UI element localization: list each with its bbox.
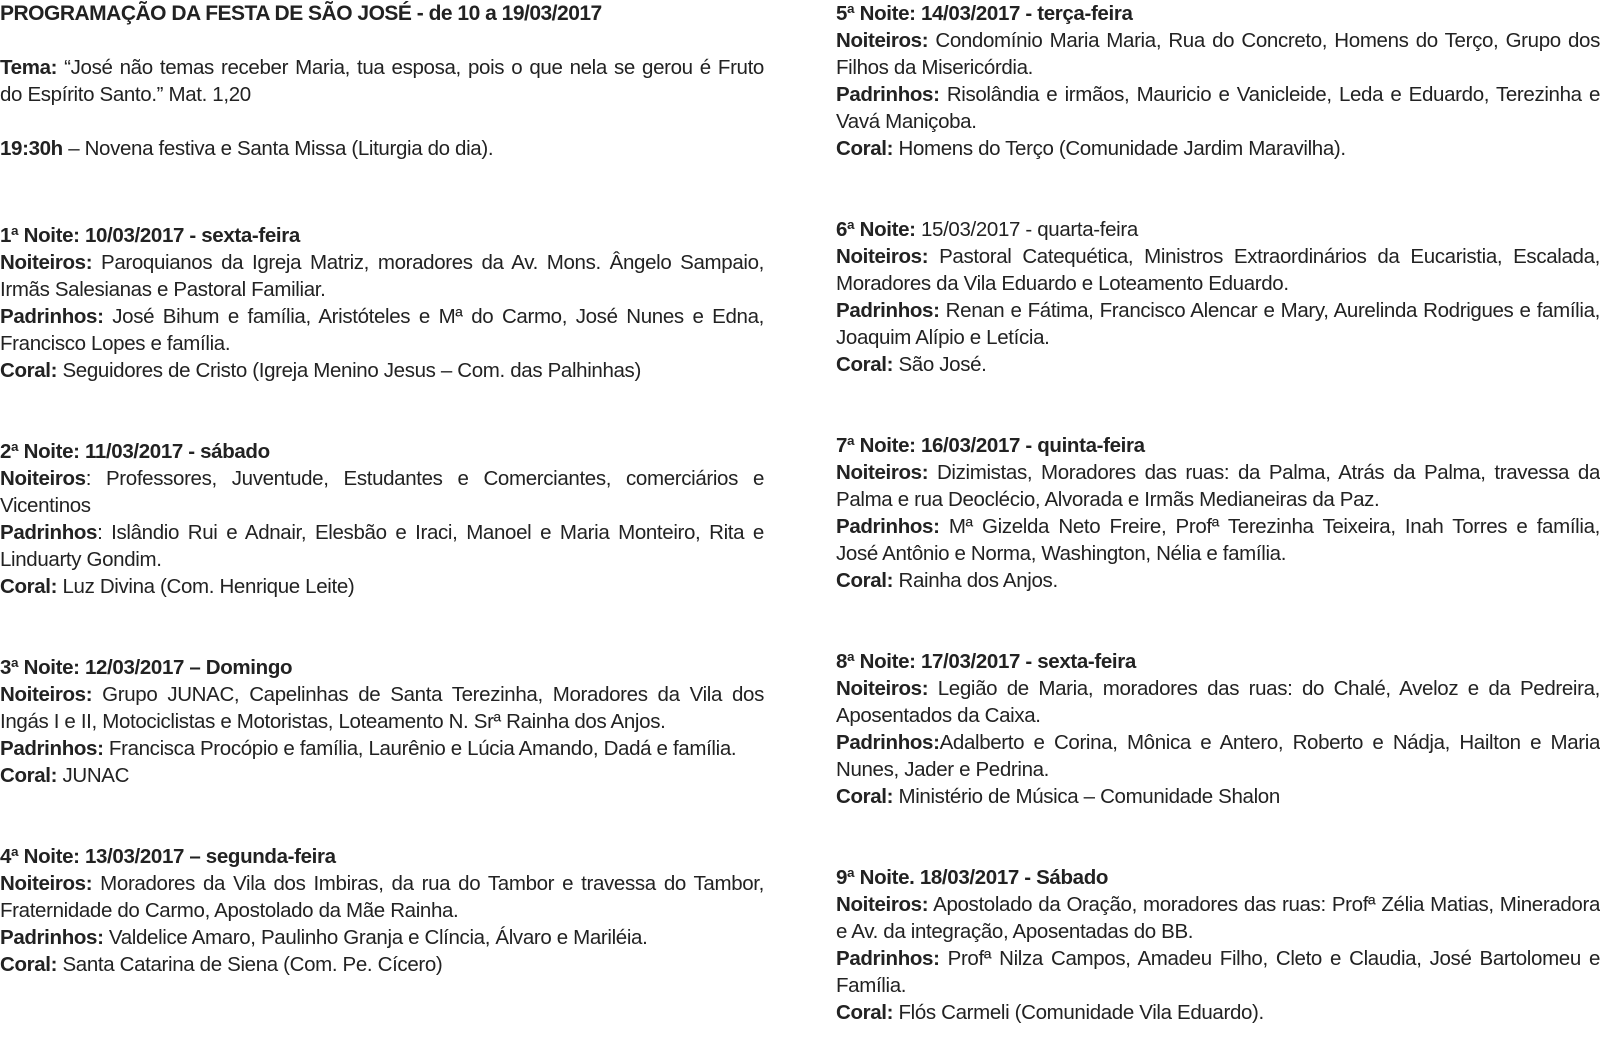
night-noiteiros xyxy=(0,681,764,735)
night-noiteiros xyxy=(836,27,1600,81)
noiteiros-text: Condomínio Maria Maria, Rua do Concreto, Homens do Terço, Grupo dos Filhos da Misericórdia. xyxy=(836,29,1600,79)
night-heading: 9ª Noite. 18/03/2017 - Sábado xyxy=(836,866,1109,889)
coral-label: Coral: xyxy=(836,569,894,592)
page-title: PROGRAMAÇÃO DA FESTA DE SÃO JOSÉ - de 10 a 19/03/2017 xyxy=(0,2,602,25)
night-heading: 1ª Noite: 10/03/2017 - sexta-feira xyxy=(0,224,300,247)
night-heading: 2ª Noite: 11/03/2017 - sábado xyxy=(0,440,270,463)
noiteiros-label: Noiteiros: xyxy=(836,893,929,916)
night-padrinhos xyxy=(0,303,764,357)
night-padrinhos: Padrinhos: Islândio Rui e Adnair, Elesbão e Iraci, Manoel e Maria Monteiro, Rita e Linduarty Gondim. xyxy=(0,521,764,571)
schedule-text: – Novena festiva e Santa Missa (Liturgia do dia). xyxy=(62,137,494,160)
coral-label: Coral: xyxy=(836,137,894,160)
night-3 xyxy=(0,654,764,789)
noiteiros-label: Noiteiros: xyxy=(836,245,929,268)
noiteiros-text: : Professores, Juventude, Estudantes e Comerciantes, comerciários e Vicentinos xyxy=(0,467,764,517)
noiteiros-text: Grupo JUNAC, Capelinhas de Santa Terezinha, Moradores da Vila dos Ingás I e II, Motociclistas e Motoristas, Loteamento N. Srª Rainha dos Anjos. xyxy=(0,683,764,733)
padrinhos-text: Adalberto e Corina, Mônica e Antero, Roberto e Nádja, Hailton e Maria Nunes, Jader e Pedrina. xyxy=(836,731,1600,781)
noiteiros-text: Apostolado da Oração, moradores das ruas: Profª Zélia Matias, Mineradora e Av. da integração, Aposentadas do BB. xyxy=(836,893,1600,943)
noiteiros-text: Moradores da Vila dos Imbiras, da rua do Tambor e travessa do Tambor, Fraternidade do Carmo, Apostolado da Mãe Rainha. xyxy=(0,872,764,922)
night-noiteiros xyxy=(836,891,1600,945)
theme xyxy=(0,54,764,108)
night-coral xyxy=(836,999,1600,1026)
night-noiteiros xyxy=(836,243,1600,297)
night-9 xyxy=(836,864,1600,1026)
coral-text: Ministério de Música – Comunidade Shalon xyxy=(893,785,1280,808)
padrinhos-text: : Islândio Rui e Adnair, Elesbão e Iraci, Manoel e Maria Monteiro, Rita e Linduarty Gondim. xyxy=(0,521,764,571)
noiteiros-text: Pastoral Catequética, Ministros Extraordinários da Eucaristia, Escalada, Moradores da Vila Eduardo e Loteamento Eduardo. xyxy=(836,245,1600,295)
night-noiteiros xyxy=(836,459,1600,513)
noiteiros-label: Noiteiros: xyxy=(836,29,929,52)
night-heading: 7ª Noite: 16/03/2017 - quinta-feira xyxy=(836,434,1145,457)
coral-text: JUNAC xyxy=(57,764,130,787)
coral-text: Rainha dos Anjos. xyxy=(893,569,1058,592)
noiteiros-label: Noiteiros: xyxy=(836,677,929,700)
coral-label: Coral: xyxy=(836,785,894,808)
padrinhos-label: Padrinhos: xyxy=(836,299,940,322)
night-1 xyxy=(0,222,764,384)
padrinhos-text: Renan e Fátima, Francisco Alencar e Mary, Aurelinda Rodrigues e família, Joaquim Alípio e Letícia. xyxy=(836,299,1600,349)
theme-label: Tema: xyxy=(0,56,58,79)
padrinhos-label: Padrinhos: xyxy=(836,947,940,970)
night-heading-bold: 6ª Noite: xyxy=(836,218,916,241)
padrinhos-label: Padrinhos: xyxy=(836,515,940,538)
night-padrinhos xyxy=(836,297,1600,351)
left-column xyxy=(0,0,764,978)
night-heading xyxy=(836,216,1600,243)
night-noiteiros: Noiteiros: Professores, Juventude, Estudantes e Comerciantes, comerciários e Vicentinos xyxy=(0,467,764,517)
night-heading-rest: 15/03/2017 - quarta-feira xyxy=(915,218,1138,241)
night-heading: 8ª Noite: 17/03/2017 - sexta-feira xyxy=(836,650,1136,673)
coral-label: Coral: xyxy=(0,764,58,787)
padrinhos-label: Padrinhos: xyxy=(836,83,940,106)
padrinhos-label: Padrinhos: xyxy=(0,305,104,328)
coral-text: Flós Carmeli (Comunidade Vila Eduardo). xyxy=(893,1001,1264,1024)
padrinhos-text: Risolândia e irmãos, Mauricio e Vanicleide, Leda e Eduardo, Terezinha e Vavá Maniçoba. xyxy=(836,83,1600,133)
night-coral xyxy=(836,135,1600,162)
padrinhos-label: Padrinhos: xyxy=(836,731,940,754)
night-padrinhos xyxy=(836,729,1600,783)
night-8 xyxy=(836,648,1600,810)
night-noiteiros xyxy=(836,675,1600,729)
padrinhos-text: José Bihum e família, Aristóteles e Mª do Carmo, José Nunes e Edna, Francisco Lopes e família. xyxy=(0,305,764,355)
night-6 xyxy=(836,216,1600,378)
noiteiros-label: Noiteiros: xyxy=(0,251,93,274)
coral-label: Coral: xyxy=(0,359,58,382)
night-heading: 5ª Noite: 14/03/2017 - terça-feira xyxy=(836,2,1133,25)
right-column xyxy=(836,0,1600,1026)
coral-label: Coral: xyxy=(836,353,894,376)
padrinhos-label: Padrinhos: xyxy=(0,737,104,760)
schedule-time: 19:30h xyxy=(0,137,63,160)
noiteiros-text: Paroquianos da Igreja Matriz, moradores da Av. Mons. Ângelo Sampaio, Irmãs Salesianas e Pastoral Familiar. xyxy=(0,251,764,301)
night-coral xyxy=(836,567,1600,594)
padrinhos-label: Padrinhos: xyxy=(0,926,104,949)
coral-text: Seguidores de Cristo (Igreja Menino Jesus – Com. das Palhinhas) xyxy=(57,359,641,382)
coral-text: Luz Divina (Com. Henrique Leite) xyxy=(57,575,355,598)
night-noiteiros xyxy=(0,249,764,303)
night-coral xyxy=(0,573,764,600)
coral-text: São José. xyxy=(893,353,987,376)
night-padrinhos xyxy=(0,735,764,762)
night-coral xyxy=(836,783,1600,810)
night-coral xyxy=(0,951,764,978)
coral-label: Coral: xyxy=(836,1001,894,1024)
padrinhos-text: Mª Gizelda Neto Freire, Profª Terezinha Teixeira, Inah Torres e família, José Antônio e Norma, Washington, Nélia e família. xyxy=(836,515,1600,565)
night-4 xyxy=(0,843,764,978)
noiteiros-label: Noiteiros: xyxy=(836,461,929,484)
night-padrinhos xyxy=(836,81,1600,135)
night-heading: 4ª Noite: 13/03/2017 – segunda-feira xyxy=(0,845,336,868)
night-7 xyxy=(836,432,1600,594)
night-5 xyxy=(836,0,1600,162)
coral-label: Coral: xyxy=(0,953,58,976)
night-padrinhos xyxy=(836,945,1600,999)
noiteiros-label: Noiteiros: xyxy=(0,872,93,895)
coral-text: Santa Catarina de Siena (Com. Pe. Cícero) xyxy=(57,953,443,976)
night-coral xyxy=(0,357,764,384)
schedule xyxy=(0,135,764,162)
night-noiteiros xyxy=(0,870,764,924)
night-padrinhos xyxy=(0,924,764,951)
night-coral xyxy=(0,762,764,789)
noiteiros-text: Dizimistas, Moradores das ruas: da Palma, Atrás da Palma, travessa da Palma e rua Deoclécio, Alvorada e Irmãs Medianeiras da Paz. xyxy=(836,461,1600,511)
coral-text: Homens do Terço (Comunidade Jardim Maravilha). xyxy=(893,137,1346,160)
padrinhos-text: Profª Nilza Campos, Amadeu Filho, Cleto e Claudia, José Bartolomeu e Família. xyxy=(836,947,1600,997)
noiteiros-label: Noiteiros: xyxy=(0,683,93,706)
padrinhos-text: Valdelice Amaro, Paulinho Granja e Clíncia, Álvaro e Mariléia. xyxy=(103,926,648,949)
padrinhos-text: Francisca Procópio e família, Laurênio e Lúcia Amando, Dadá e família. xyxy=(103,737,737,760)
night-padrinhos xyxy=(836,513,1600,567)
noiteiros-text: Legião de Maria, moradores das ruas: do Chalé, Aveloz e da Pedreira, Aposentados da Caixa. xyxy=(836,677,1600,727)
theme-text: “José não temas receber Maria, tua esposa, pois o que nela se gerou é Fruto do Espírito Santo.” Mat. 1,20 xyxy=(0,56,764,106)
night-2 xyxy=(0,438,764,600)
night-heading: 3ª Noite: 12/03/2017 – Domingo xyxy=(0,656,293,679)
night-coral xyxy=(836,351,1600,378)
coral-label: Coral: xyxy=(0,575,58,598)
